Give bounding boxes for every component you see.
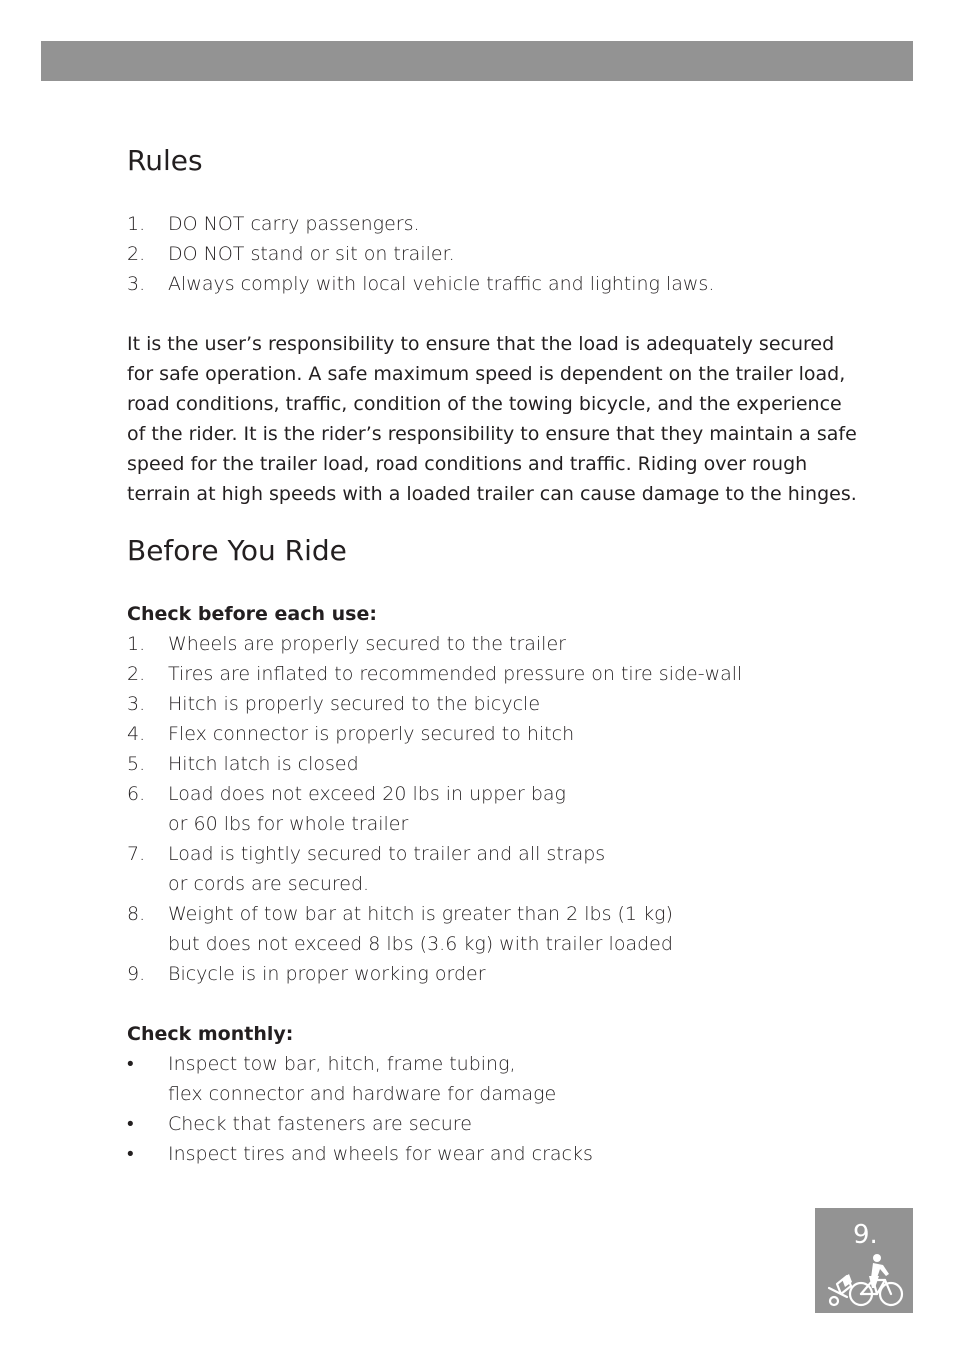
rules-paragraph xyxy=(127,329,857,509)
check-monthly-list xyxy=(127,1049,593,1169)
list-marker: 4. xyxy=(127,723,146,745)
list-marker: 2. xyxy=(127,663,146,685)
paragraph-line: terrain at high speeds with a loaded trailer can cause damage to the hinges. xyxy=(127,483,857,505)
list-item xyxy=(127,689,742,719)
list-item xyxy=(127,959,742,989)
list-marker: 1. xyxy=(127,213,146,235)
list-marker: 2. xyxy=(127,243,146,265)
rules-list xyxy=(127,209,714,299)
list-marker: 5. xyxy=(127,753,146,775)
list-item xyxy=(127,239,714,269)
check-monthly-heading: Check monthly: xyxy=(127,1023,294,1045)
list-item xyxy=(127,269,714,299)
check-each-use-list xyxy=(127,629,742,989)
list-marker: 8. xyxy=(127,903,146,925)
list-item-text: but does not exceed 8 lbs (3.6 kg) with trailer loaded xyxy=(168,933,673,955)
list-item-text: Check that fasteners are secure xyxy=(168,1113,472,1135)
list-marker: 3. xyxy=(127,273,146,295)
top-header-bar xyxy=(41,41,913,81)
list-item xyxy=(127,749,742,779)
list-item-text: Always comply with local vehicle traffic and lighting laws. xyxy=(168,273,715,295)
page-number-badge xyxy=(815,1208,913,1313)
list-item-text: Hitch is properly secured to the bicycle xyxy=(168,693,541,715)
paragraph-line: for safe operation. A safe maximum speed is dependent on the trailer load, xyxy=(127,363,846,385)
list-item-text: Load is tightly secured to trailer and all straps xyxy=(168,843,606,865)
list-marker: 1. xyxy=(127,633,146,655)
check-each-use-heading: Check before each use: xyxy=(127,603,377,625)
list-item xyxy=(127,899,742,959)
list-item-text: DO NOT stand or sit on trailer. xyxy=(168,243,455,265)
paragraph-line: of the rider. It is the rider’s responsibility to ensure that they maintain a safe xyxy=(127,423,857,445)
list-item xyxy=(127,209,714,239)
list-item-text: Inspect tow bar, hitch, frame tubing, xyxy=(168,1053,516,1075)
list-item-text: Wheels are properly secured to the trailer xyxy=(168,633,566,655)
list-item-text: flex connector and hardware for damage xyxy=(168,1083,557,1105)
list-item-text: Tires are inflated to recommended pressure on tire side-wall xyxy=(168,663,743,685)
page-number: 9. xyxy=(853,1220,878,1250)
list-item xyxy=(127,659,742,689)
list-item-text: Flex connector is properly secured to hitch xyxy=(168,723,575,745)
list-item xyxy=(127,629,742,659)
before-you-ride-title: Before You Ride xyxy=(127,534,347,567)
list-item xyxy=(127,1139,593,1169)
list-marker: 6. xyxy=(127,783,146,805)
list-item-text: or cords are secured. xyxy=(168,873,370,895)
list-marker: 3. xyxy=(127,693,146,715)
rules-title: Rules xyxy=(127,144,203,177)
list-marker: • xyxy=(127,1113,134,1135)
list-item xyxy=(127,719,742,749)
list-item-text: Hitch latch is closed xyxy=(168,753,359,775)
list-item xyxy=(127,1049,593,1109)
paragraph-line: It is the user’s responsibility to ensure that the load is adequately secured xyxy=(127,333,835,355)
cyclist-trailer-icon xyxy=(823,1254,907,1310)
list-item xyxy=(127,779,742,839)
list-marker: 7. xyxy=(127,843,146,865)
list-item xyxy=(127,1109,593,1139)
list-item-text: or 60 lbs for whole trailer xyxy=(168,813,409,835)
list-marker: 9. xyxy=(127,963,146,985)
list-item-text: Load does not exceed 20 lbs in upper bag xyxy=(168,783,566,805)
list-item xyxy=(127,839,742,899)
paragraph-line: speed for the trailer load, road conditions and traffic. Riding over rough xyxy=(127,453,808,475)
list-item-text: Bicycle is in proper working order xyxy=(168,963,486,985)
list-item-text: DO NOT carry passengers. xyxy=(168,213,420,235)
list-item-text: Weight of tow bar at hitch is greater than 2 lbs (1 kg) xyxy=(168,903,673,925)
paragraph-line: road conditions, traffic, condition of the towing bicycle, and the experience xyxy=(127,393,842,415)
list-marker: • xyxy=(127,1143,134,1165)
list-item-text: Inspect tires and wheels for wear and cracks xyxy=(168,1143,593,1165)
list-marker: • xyxy=(127,1053,134,1075)
